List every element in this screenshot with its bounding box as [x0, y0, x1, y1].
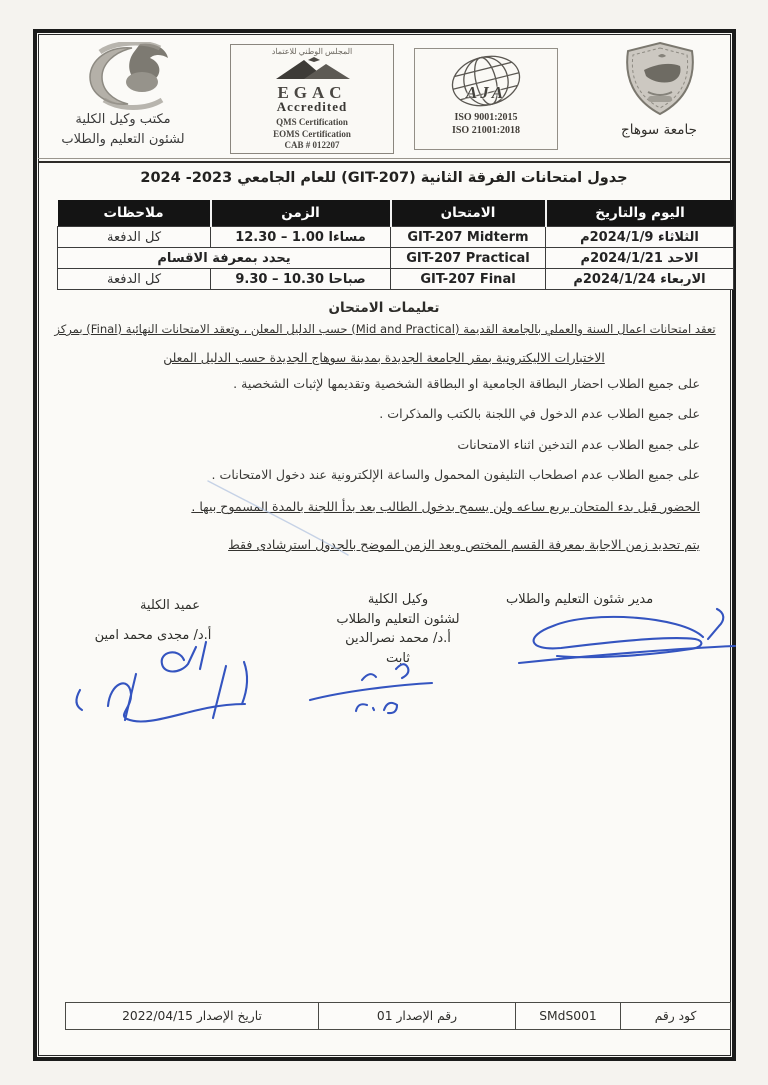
vice-dean-title-line1: وكيل الكلية	[367, 592, 429, 607]
instruction-rule-id-card: على جميع الطلاب احضار البطاقة الجامعية او البطاقة الشخصية وتقديمها لإثبات الشخصية .	[233, 376, 700, 391]
table-row	[58, 269, 734, 290]
egac-name: EGAC	[277, 83, 347, 102]
vice-dean-caption	[334, 590, 462, 668]
instruction-rule-no-smoking: على جميع الطلاب عدم التدخين اثناء الامتحانات	[457, 437, 700, 452]
aja-iso-seal	[414, 48, 558, 150]
schedule-header-row	[58, 200, 734, 227]
instruction-rule-no-phones: على جميع الطلاب عدم اصطحاب التليفون المحمول والساعة الإلكترونية عند دخول الامتحانات .	[211, 467, 700, 482]
director-title: مدير شئون التعليم والطلاب	[506, 592, 654, 607]
egac-arc-text: المجلس الوطني للاعتماد	[271, 47, 353, 56]
column-header-notes: ملاحظات	[58, 200, 211, 227]
egac-cert-qms: QMS Certification	[276, 117, 348, 127]
instruction-rule-no-books: على جميع الطلاب عدم الدخول في اللجنة بالكتب والمذكرات .	[379, 406, 700, 421]
instructions-intro-line2: الاختبارات الاليكترونية بمقر الجامعة الجديدة بمدينة سوهاج الجديدة حسب الدليل المعلن	[163, 351, 605, 365]
aja-iso-21001: ISO 21001:2018	[451, 125, 521, 136]
midterm-date: الثلاثاء 2024/1/9م	[546, 227, 734, 248]
office-caption-line1: مكتب وكيل الكلية	[75, 112, 171, 127]
vice-dean-name: أ.د/ محمد نصرالدين ثابت	[345, 631, 451, 666]
stray-pen-mark	[180, 475, 355, 560]
issue-number: رقم الإصدار 01	[319, 1003, 516, 1030]
university-name: جامعة سوهاج	[621, 122, 697, 138]
document-title: جدول امتحانات الفرقة الثانية (GIT-207) للعام الجامعي 2023- 2024	[140, 170, 628, 186]
dean-name: أ.د/ مجدى محمد امين	[94, 628, 212, 643]
faculty-crescent-logo-icon	[70, 42, 190, 114]
final-exam: GIT-207 Final	[391, 269, 546, 290]
egac-cab-number: CAB # 012207	[284, 140, 340, 150]
practical-time-notes: يحدد بمعرفة الاقسام	[58, 248, 391, 269]
table-row	[66, 1003, 731, 1030]
header-divider-thin	[38, 158, 730, 159]
aja-iso-9001: ISO 9001:2015	[454, 112, 518, 123]
office-caption	[48, 110, 198, 150]
vice-dean-signature	[300, 658, 440, 716]
university-shield-icon	[618, 40, 702, 122]
midterm-exam: GIT-207 Midterm	[391, 227, 546, 248]
vice-dean-title-line2: لشئون التعليم والطلاب	[336, 611, 460, 627]
midterm-notes: كل الدفعة	[58, 227, 211, 248]
table-row	[58, 248, 734, 269]
egac-cert-eoms: EOMS Certification	[273, 128, 351, 139]
dean-title: عميد الكلية	[139, 598, 201, 613]
practical-date: الاحد 2024/1/21م	[546, 248, 734, 269]
final-notes: كل الدفعة	[58, 269, 211, 290]
column-header-exam: الامتحان	[391, 200, 546, 227]
exam-schedule-table	[57, 200, 734, 290]
midterm-time: 12.30 – 1.00 مساءا	[211, 227, 391, 248]
code-label: كود رقم	[621, 1003, 731, 1030]
egac-accredited-label: Accredited	[276, 99, 348, 114]
instructions-intro-line1: تعقد امتحانات اعمال السنة والعملي بالجامعة القديمة (Mid and Practical) حسب الدليل المعلن ، وتعقد الامتحانات النهائية (Final) بمركز	[54, 322, 716, 336]
issue-date: تاريخ الإصدار 2022/04/15	[66, 1003, 319, 1030]
instructions-heading: تعليمات الامتحان	[328, 300, 440, 316]
document-control-table	[65, 1002, 731, 1030]
dean-signature	[66, 638, 262, 730]
egac-pyramids-icon	[270, 56, 354, 80]
instruction-note-answer-time: يتم تحديد زمن الاجابة بمعرفة القسم المختص ويعد الزمن الموضح بالجدول استرشادى فقط	[228, 537, 700, 552]
final-date: الاربعاء 2024/1/24م	[546, 269, 734, 290]
header-divider	[38, 161, 730, 163]
director-signature	[505, 603, 737, 667]
practical-exam: GIT-207 Practical	[391, 248, 546, 269]
final-time: 9.30 – 10.30 صباحا	[211, 269, 391, 290]
code-value: SMdS001	[516, 1003, 621, 1030]
aja-name: AJA	[465, 83, 507, 102]
office-caption-line2: لشئون التعليم والطلاب	[61, 132, 185, 147]
column-header-time: الزمن	[211, 200, 391, 227]
column-header-day-date: اليوم والتاريخ	[546, 200, 734, 227]
instruction-note-attendance: الحضور قبل بدء المتحان بربع ساعه ولن يسمح بدخول الطالب بعد بدأ اللجنة بالمدة المسموح بيها .	[191, 499, 700, 514]
table-row	[58, 227, 734, 248]
egac-accreditation-seal	[230, 44, 394, 154]
